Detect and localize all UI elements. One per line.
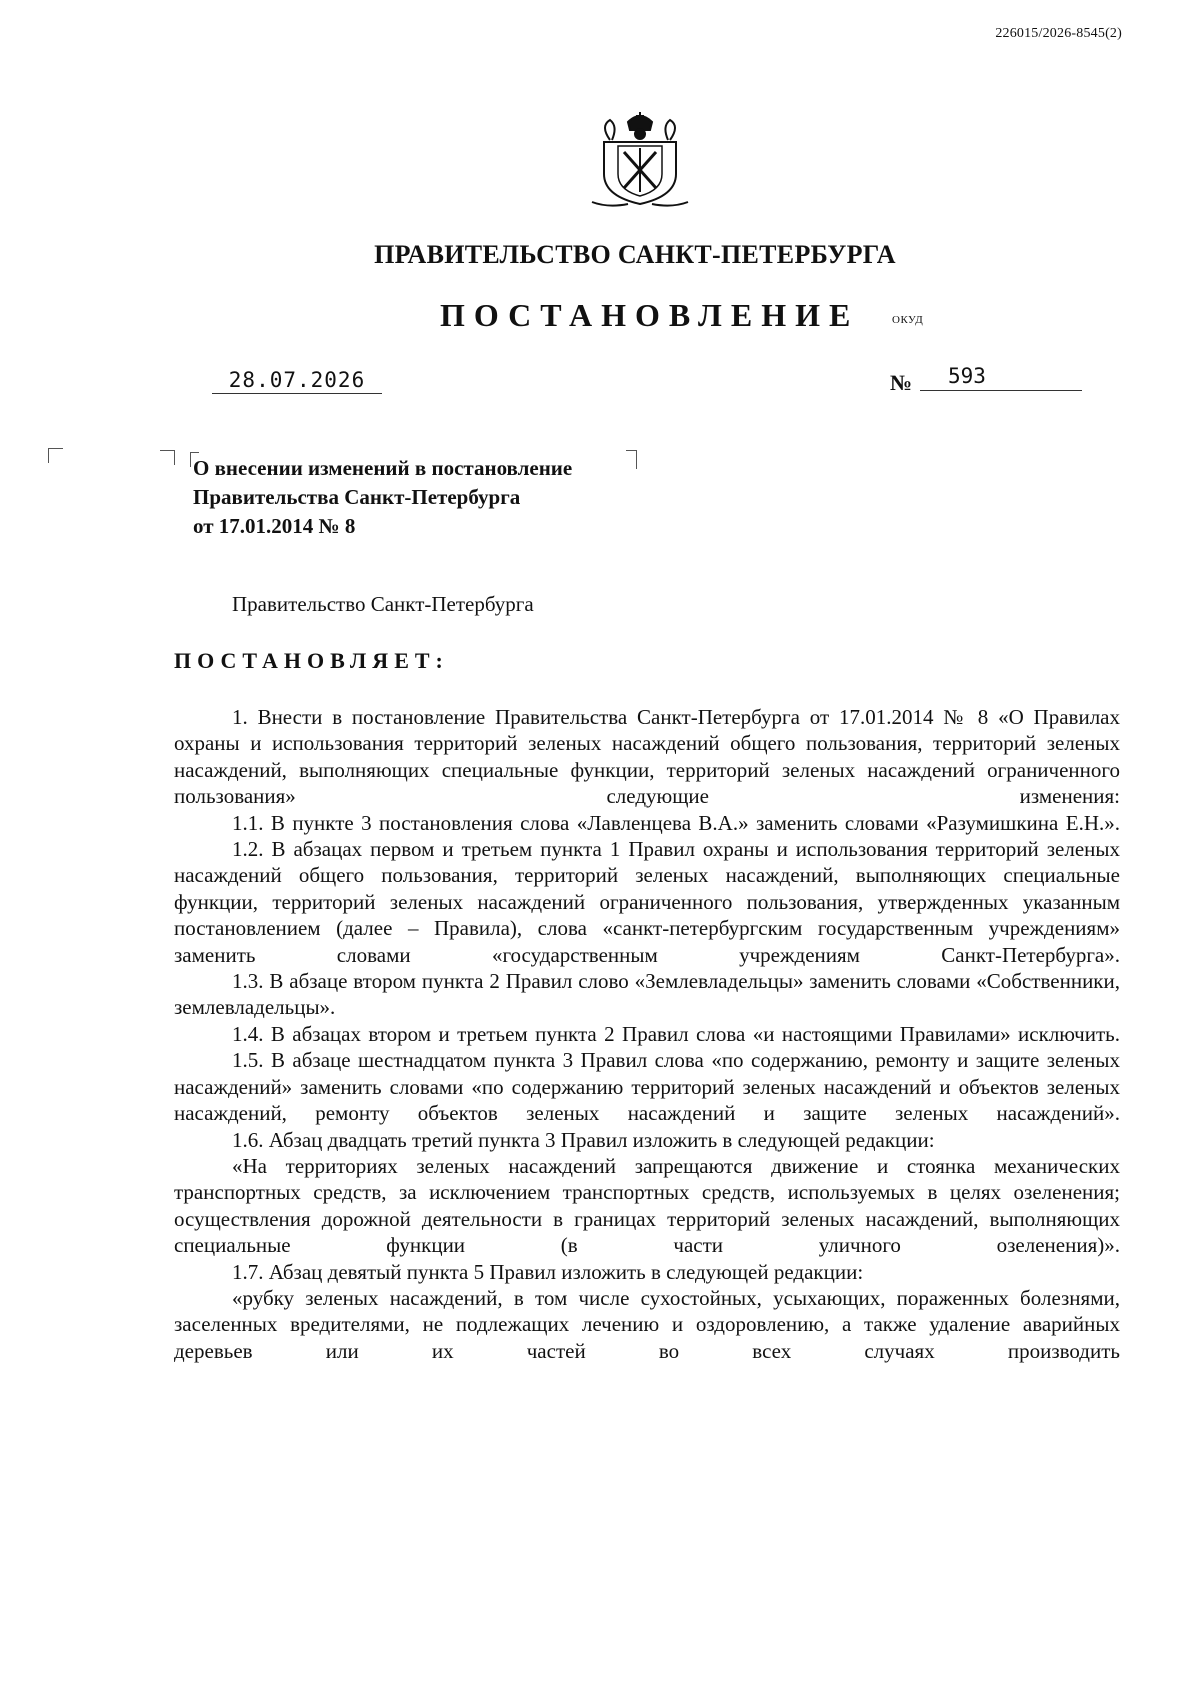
document-number: 593 bbox=[920, 364, 1082, 391]
paragraph-1-4: 1.4. В абзацах втором и третьем пункта 2 Правил слова «и настоящими Правилами» исключить. bbox=[232, 1021, 1120, 1046]
document-type-title: ПОСТАНОВЛЕНИЕ bbox=[440, 297, 860, 333]
coat-of-arms-emblem bbox=[588, 112, 692, 212]
paragraph-1-1: 1.1. В пункте 3 постановления слова «Лавленцева В.А.» заменить словами «Разумишкина Е.Н.». bbox=[232, 810, 1120, 835]
paragraph-1: 1. Внести в постановление Правительства Санкт-Петербурга от 17.01.2014 № 8 «О Правилах охраны и использования территорий зеленых насаждений общего пользования, территорий зеленых насаждений, выполняющих специальные функции, территорий зеленых насаждений ограниченного пользования» следующие изменения: bbox=[174, 705, 1120, 809]
paragraph-1-7-quote: «рубку зеленых насаждений, в том числе сухостойных, усыхающих, пораженных болезнями, заселенных вредителями, не подлежащих лечению и оздоровлению, а также удаление аварийных деревьев или их частей во всех случаях производить bbox=[174, 1285, 1120, 1363]
decree-word: ПОСТАНОВЛЯЕТ: bbox=[174, 648, 449, 673]
document-date: 28.07.2026 bbox=[212, 368, 382, 394]
corner-mark bbox=[626, 450, 637, 469]
paragraph-1-7: 1.7. Абзац девятый пункта 5 Правил изложить в следующей редакции: bbox=[232, 1259, 864, 1284]
document-body bbox=[174, 704, 1120, 1364]
paragraph-1-5: 1.5. В абзаце шестнадцатом пункта 3 Правил слова «по содержанию, ремонту и защите зеленых насаждений» заменить словами «по содержанию территорий зеленых насаждений и объектов зеленых насаждений, ремонту объектов зеленых насаждений и защите зеленых насаждений». bbox=[174, 1048, 1120, 1126]
corner-mark bbox=[160, 450, 175, 465]
paragraph-1-6-quote: «На территориях зеленых насаждений запрещаются движение и стоянка механических транспортных средств, за исключением транспортных средств, используемых в целях озеленения; осуществления дорожной деятельности в границах территорий зеленых насаждений, выполняющих специальные функции (в части уличного озеленения)». bbox=[174, 1153, 1120, 1258]
subject-line: от 17.01.2014 № 8 bbox=[193, 514, 356, 538]
subject-line: О внесении изменений в постановление bbox=[193, 456, 573, 480]
government-title: ПРАВИТЕЛЬСТВО САНКТ-ПЕТЕРБУРГА bbox=[374, 240, 896, 269]
okud-label: ОКУД bbox=[892, 314, 924, 326]
preamble: Правительство Санкт-Петербурга bbox=[232, 592, 534, 616]
paragraph-1-2: 1.2. В абзацах первом и третьем пункта 1 Правил охраны и использования территорий зеленых насаждений общего пользования, территорий зеленых насаждений, выполняющих специальные функции, территорий зеленых насаждений ограниченного пользования, утвержденных указанным постановлением (далее – Правила), слова «санкт-петербургским государственным учреждениям» заменить словами «государственным учреждениям Санкт-Петербурга». bbox=[174, 837, 1120, 967]
corner-mark bbox=[48, 448, 63, 463]
paragraph-1-6: 1.6. Абзац двадцать третий пункта 3 Правил изложить в следующей редакции: bbox=[232, 1127, 935, 1152]
document-subject bbox=[193, 454, 572, 541]
subject-line: Правительства Санкт-Петербурга bbox=[193, 485, 521, 509]
number-sign: № bbox=[890, 370, 913, 395]
registration-number: 226015/2026-8545(2) bbox=[995, 26, 1122, 41]
paragraph-1-3: 1.3. В абзаце втором пункта 2 Правил слово «Землевладельцы» заменить словами «Собственники, землевладельцы». bbox=[174, 969, 1120, 1020]
